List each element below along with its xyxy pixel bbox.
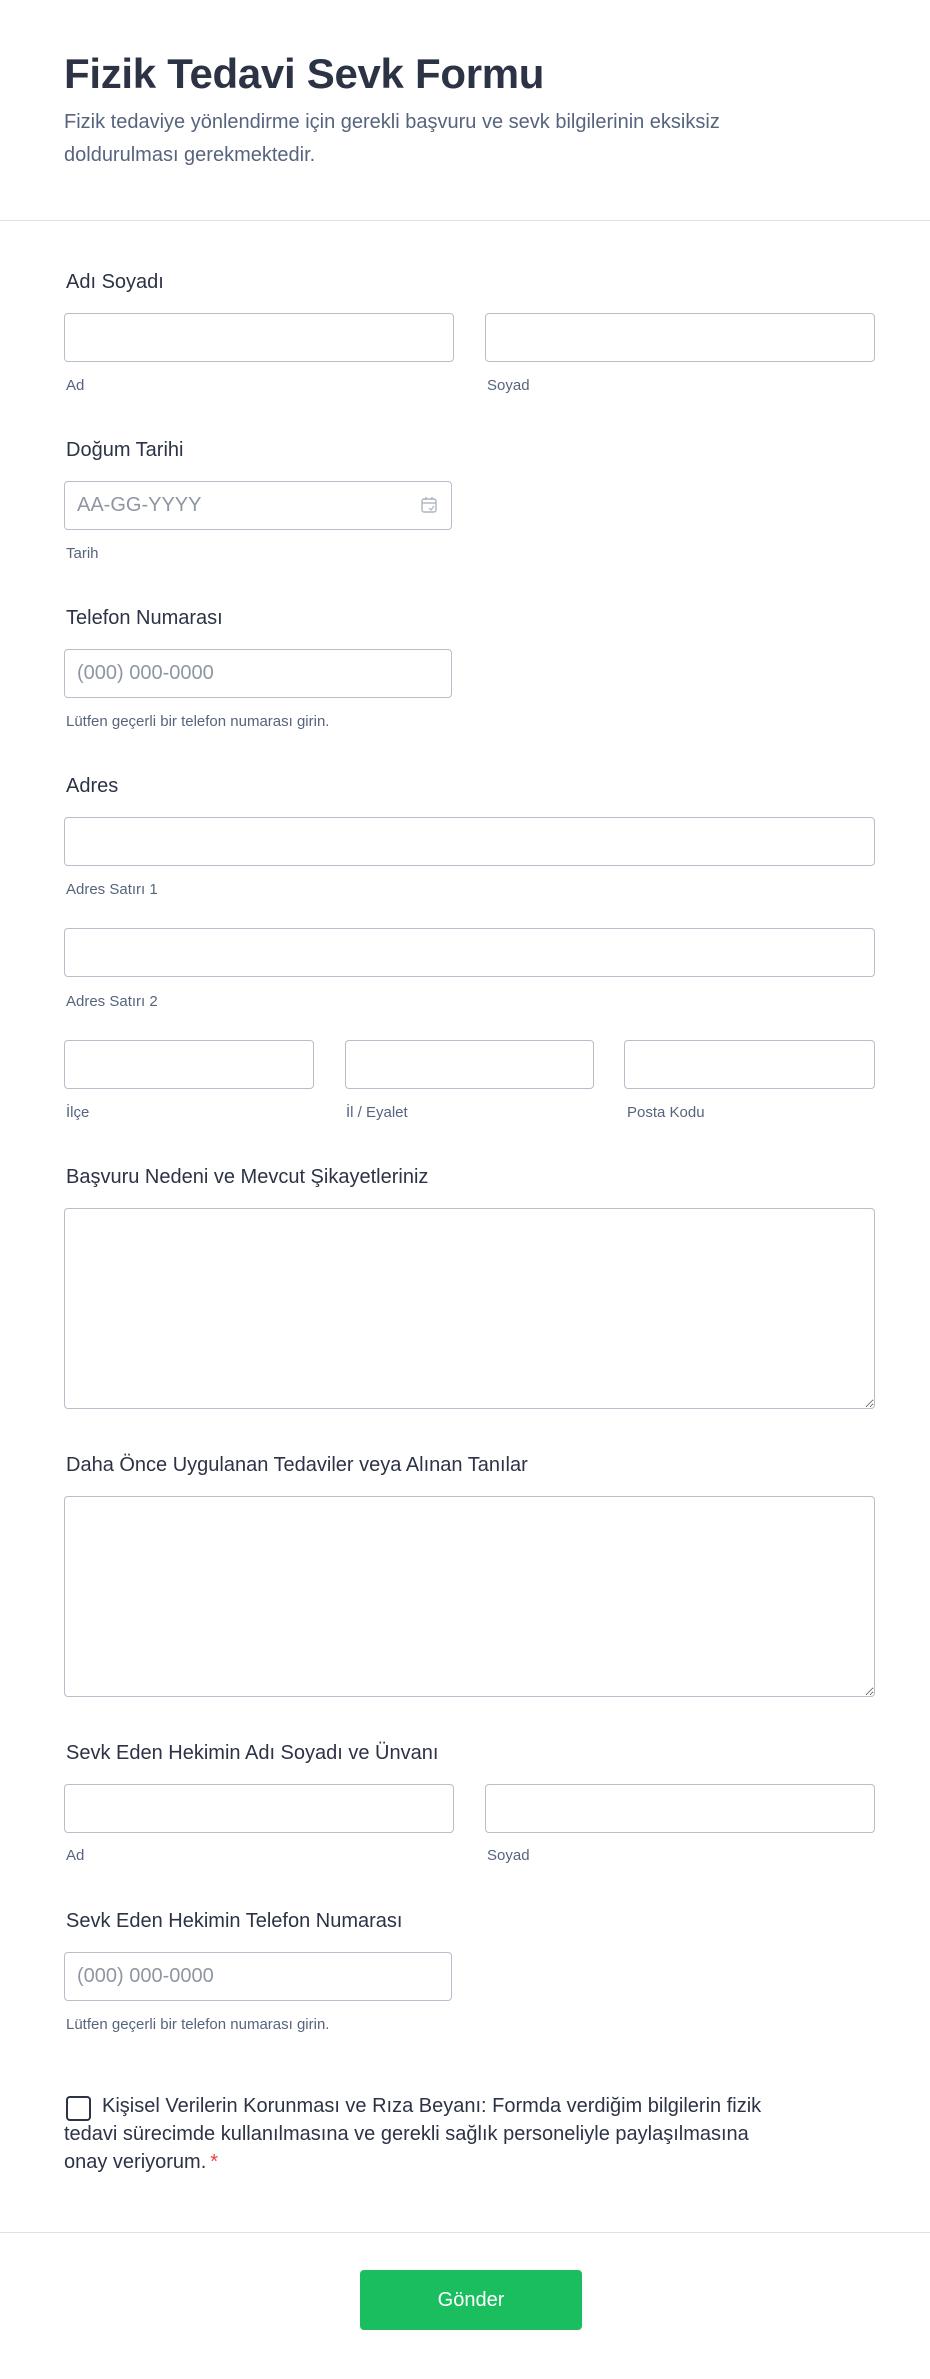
state-sublabel: İl / Eyalet [346,1104,408,1121]
postal-code-input[interactable] [624,1040,875,1089]
previous-treatments-textarea[interactable] [64,1496,875,1697]
header-divider [0,220,930,221]
address-line2-sublabel: Adres Satırı 2 [66,993,158,1010]
doctor-last-name-sublabel: Soyad [487,1847,530,1864]
birth-date-label: Doğum Tarihi [66,439,184,461]
consent-text [64,2092,764,2176]
address-line2-input[interactable] [64,928,875,977]
form-description: Fizik tedaviye yönlendirme için gerekli başvuru ve sevk bilgilerinin eksiksiz doldurulması gerekmektedir. [64,111,720,166]
state-input[interactable] [345,1040,594,1089]
form-title: Fizik Tedavi Sevk Formu [64,50,545,97]
last-name-sublabel: Soyad [487,377,530,394]
complaint-label: Başvuru Nedeni ve Mevcut Şikayetleriniz [66,1166,429,1188]
phone-input[interactable] [64,649,452,698]
calendar-icon[interactable] [420,496,438,514]
doctor-name-label: Sevk Eden Hekimin Adı Soyadı ve Ünvanı [66,1742,439,1764]
address-label: Adres [66,775,119,797]
last-name-input[interactable] [485,313,875,362]
doctor-phone-input[interactable] [64,1952,452,2001]
doctor-last-name-input[interactable] [485,1784,875,1833]
address-line1-sublabel: Adres Satırı 1 [66,881,158,898]
full-name-label: Adı Soyadı [66,271,164,293]
district-input[interactable] [64,1040,314,1089]
first-name-input[interactable] [64,313,454,362]
address-line1-input[interactable] [64,817,875,866]
footer-divider [0,2232,930,2233]
phone-help-text: Lütfen geçerli bir telefon numarası girin. [66,713,330,730]
postal-code-sublabel: Posta Kodu [627,1104,705,1121]
previous-treatments-label: Daha Önce Uygulanan Tedaviler veya Alınan Tanılar [66,1454,528,1476]
phone-label: Telefon Numarası [66,607,223,629]
district-sublabel: İlçe [66,1104,90,1121]
birth-date-field [64,481,452,530]
birth-date-sublabel: Tarih [66,545,99,562]
doctor-phone-help-text: Lütfen geçerli bir telefon numarası girin. [66,2016,330,2033]
doctor-phone-label: Sevk Eden Hekimin Telefon Numarası [66,1910,403,1932]
first-name-sublabel: Ad [66,377,85,394]
doctor-first-name-sublabel: Ad [66,1847,85,1864]
complaint-textarea[interactable] [64,1208,875,1409]
consent-label: Kişisel Verilerin Korunması ve Rıza Beyanı: Formda verdiğim bilgilerin fizik tedavi sürecimde kullanılmasına ve gerekli sağlık personeliyle paylaşılmasına onay veriyorum. [64,2095,762,2173]
birth-date-input[interactable] [64,481,452,530]
submit-button[interactable]: Gönder [360,2270,582,2330]
doctor-first-name-input[interactable] [64,1784,454,1833]
required-asterisk: * [210,2151,219,2173]
